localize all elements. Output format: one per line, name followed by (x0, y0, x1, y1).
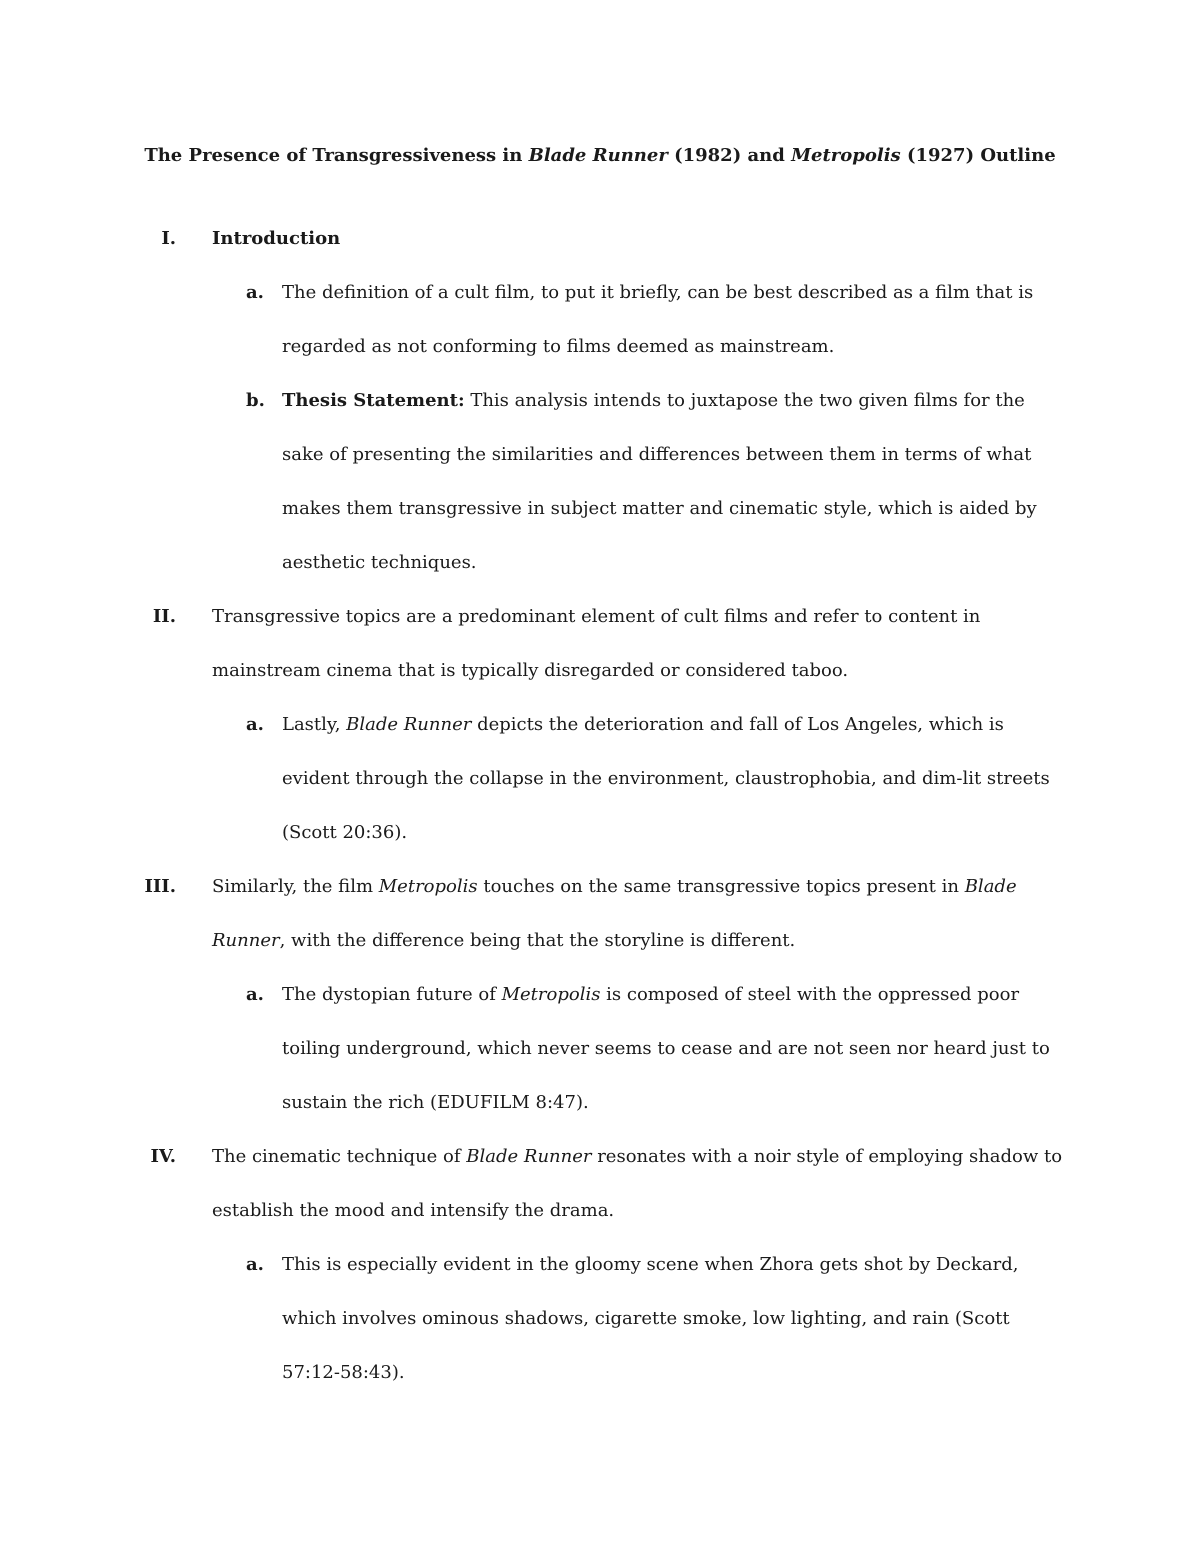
title-part-1: The Presence of Transgressiveness in (144, 145, 529, 166)
section-numeral: II. (152, 606, 176, 627)
film-title-italic: Metropolis (501, 984, 601, 1005)
section-text-pre: Similarly, the film (212, 876, 379, 897)
outline-subpoint-1a (0, 266, 1200, 374)
film-title-italic: Blade Runner (212, 876, 1017, 951)
title-film-2: Metropolis (791, 145, 901, 166)
outline-subpoint-1b (0, 374, 1200, 590)
title-film-1: Blade Runner (528, 145, 668, 166)
section-text-post: resonates with a noir style of employing shadow to establish the mood and intensify the drama. (212, 1146, 1063, 1221)
subpoint-text-pre: Lastly, (282, 714, 347, 735)
outline-section-2 (0, 590, 1200, 860)
section-text (212, 860, 1072, 968)
subpoint-text (282, 374, 1072, 590)
thesis-text: This analysis intends to juxtapose the two given films for the sake of presenting the similarities and differences between them in terms of what makes them transgressive in subject matter and cinematic style, which is aided by aesthetic techniques. (282, 390, 1037, 573)
subpoint-text: The definition of a cult film, to put it briefly, can be best described as a film that is regarded as not conforming to films deemed as mainstream. (282, 282, 1034, 357)
outline-subpoint-2a (0, 698, 1200, 860)
subpoint-text: This is especially evident in the gloomy scene when Zhora gets shot by Deckard, which involves ominous shadows, cigarette smoke, low lighting, and rain (Scott 57:12-58:43). (282, 1254, 1019, 1383)
section-text-post: , with the difference being that the storyline is different. (279, 930, 796, 951)
section-text (212, 1130, 1072, 1238)
subpoint-letter: a. (246, 714, 264, 735)
section-text-pre: The cinematic technique of (212, 1146, 467, 1167)
title-part-2: (1982) and (667, 145, 792, 166)
subpoint-letter: a. (246, 1254, 264, 1275)
document-title (0, 140, 1200, 172)
outline-section-3 (0, 860, 1200, 1130)
outline-subpoint-4a (0, 1238, 1200, 1400)
subpoint-text-pre: The dystopian future of (282, 984, 502, 1005)
section-text-mid: touches on the same transgressive topics present in (477, 876, 965, 897)
subpoint-text-post: depicts the deterioration and fall of Los Angeles, which is evident through the collapse in the environment, claustrophobia, and dim-lit streets (Scott 20:36). (282, 714, 1050, 843)
section-numeral: I. (161, 228, 176, 249)
title-part-3: (1927) Outline (900, 145, 1056, 166)
section-text: Transgressive topics are a predominant element of cult films and refer to content in mainstream cinema that is typically disregarded or considered taboo. (212, 606, 981, 681)
section-numeral: III. (144, 876, 176, 897)
subpoint-letter: b. (246, 390, 265, 411)
subpoint-letter: a. (246, 984, 264, 1005)
subpoint-text-post: is composed of steel with the oppressed poor toiling underground, which never seems to cease and are not seen nor heard just to sustain the rich (EDUFILM 8:47). (282, 984, 1050, 1113)
film-title-italic: Metropolis (378, 876, 478, 897)
outline-section-4 (0, 1130, 1200, 1400)
thesis-label: Thesis Statement: (282, 390, 465, 411)
film-title-italic: Blade Runner (466, 1146, 592, 1167)
film-title-italic: Blade Runner (346, 714, 472, 735)
subpoint-text (282, 968, 1072, 1130)
outline-subpoint-3a (0, 968, 1200, 1130)
section-heading: Introduction (212, 228, 341, 249)
outline (0, 212, 1200, 1400)
subpoint-letter: a. (246, 282, 264, 303)
outline-section-1 (0, 212, 1200, 590)
subpoint-text (282, 698, 1072, 860)
section-numeral: IV. (150, 1146, 176, 1167)
